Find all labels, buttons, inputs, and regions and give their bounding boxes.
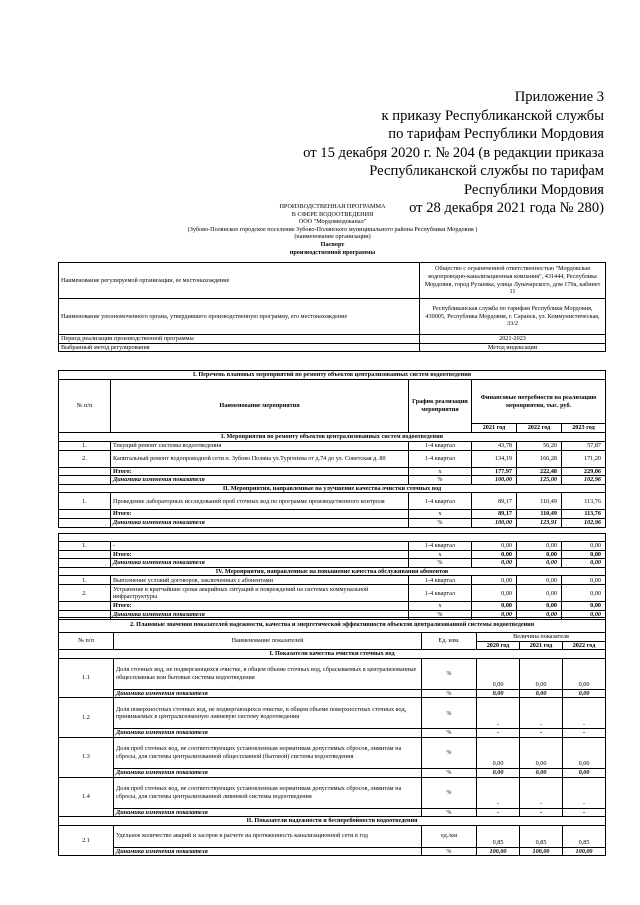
row-value-2020: 0,85 [477,825,520,847]
row-name: Капитальный ремонт водопроводной сети п. Зубово Поляна ул.Тургенева от д.74 до ул. Советская д. 80 [111,450,409,467]
table-row [59,585,606,602]
header-num: № п/п [59,380,111,433]
measures-table [58,370,606,620]
empty-cell [59,550,111,559]
row-value-2022: 0,85 [563,825,606,847]
table-row [59,698,606,729]
row-schedule: 1-4 квартал [409,576,472,585]
organization-name: ООО "Мордовводоканал" [298,218,367,226]
row-name: Доля проб сточных вод, не соответствующих установленным нормативам допустимых сбросов, лимитам на сбросы, для системы централизованной ливневой системы водоотведения [114,777,422,808]
row-value-2020: - [477,777,520,808]
row-value-2021: 0,00 [520,689,563,698]
row-label: Динамика изменения показателя [114,847,422,856]
passport-value: Общество с ограниченной ответственностью "Мордовская водопроводно-канализационная компания", 431444, Республика Мордовия, город Рузаевка, улица Луначарского, дом 179а, кабинет 11 [420,263,606,299]
row-value-2022: 125,00 [517,476,562,485]
appendix-line: Республиканской службы по тарифам [369,163,604,179]
row-label: Динамика изменения показателя [114,689,422,698]
row-value-2020: 0,00 [477,737,520,768]
row-value-2021: 0,00 [472,610,517,619]
row-value-2022: 123,91 [517,518,562,527]
header-2021: 2021 год [520,641,563,650]
row-value-2021: - [520,777,563,808]
row-value-2023: 229,06 [562,467,606,476]
row-unit: % [422,808,477,817]
row-name: Доля проб сточных вод, не соответствующих установленным нормативам допустимых сбросов, лимитам на сбросы, для системы централизованной общесплавной (бытовой) системы водоотведения [114,737,422,768]
row-value-2020: 0,00 [477,689,520,698]
header-2022: 2022 год [517,424,562,433]
row-value-2022: 0,00 [517,559,562,568]
row-value-2023: 0,00 [562,602,606,611]
header-2020: 2020 год [477,641,520,650]
row-name: Устранение в кратчайшие сроки аварийных ситуаций и повреждений на системах коммунальной инфраструктуры [111,585,409,602]
row-label: Итого: [111,602,409,611]
row-schedule: х [409,602,472,611]
row-value-2023: 57,87 [562,441,606,450]
header-unit: Ед. изм. [422,633,477,650]
passport-value: Республиканская служба по тарифам Республики Мордовия, 430005, Республика Мордовия, г. Саранск, ул. Коммунистическая, 33/2 [420,299,606,335]
row-unit: % [422,689,477,698]
row-value-2022: 0,00 [517,541,562,550]
program-title: ПРОИЗВОДСТВЕННАЯ ПРОГРАММА [279,203,386,210]
empty-cell [59,467,111,476]
empty-cell [59,510,111,519]
total-row [59,467,606,476]
appendix-line: по тарифам Республики Мордовия [388,126,604,142]
row-value-2021: 0,00 [472,602,517,611]
row-label: Итого: [111,550,409,559]
row-value-2021: 43,78 [472,441,517,450]
table-row [59,441,606,450]
row-schedule: 1-4 квартал [409,541,472,550]
row-unit: % [422,698,477,729]
group-title: I. Показатели качества очистки сточных вод [59,650,606,659]
org-hint: (наименование организации) [294,233,371,241]
section-title: 2. Плановые значения показателей надежности, качества и энергетической эффективности объектов централизованной системы водоотведения [59,618,606,633]
row-schedule: х [409,550,472,559]
total-row [59,510,606,519]
total-row [59,602,606,611]
row-name: Выполнение условий договоров, заключенных с абонентами [111,576,409,585]
row-unit: % [422,768,477,777]
row-unit: % [422,658,477,689]
passport-label: Наименование регулируемой организации, ее местонахождение [59,263,420,299]
dynamics-row [59,689,606,698]
passport-label: Наименование уполномоченного органа, утвердившего производственную программу, его местонахождение [59,299,420,335]
row-value-2023: 0,00 [562,585,606,602]
row-value-2021: 89,17 [472,493,517,510]
group-title: II. Мероприятия, направленные на улучшение качества очистки сточных вод [59,484,606,493]
passport-title: Паспорт [320,240,345,248]
table-row [59,493,606,510]
appendix-line: к приказу Республиканской службы [381,107,604,124]
row-name: Текущий ремонт системы водоотведения [111,441,409,450]
header-2021: 2021 год [472,424,517,433]
empty-cell [59,602,111,611]
row-unit: % [422,777,477,808]
table-row [59,658,606,689]
row-value-2022: - [563,698,606,729]
row-label: Итого: [111,510,409,519]
row-value-2021: 0,00 [472,559,517,568]
row-num: 2. [59,585,111,602]
row-value-2023: 0,00 [562,550,606,559]
row-label: Динамика изменения показателя [111,518,409,527]
row-schedule: 1-4 квартал [409,441,472,450]
table-row [59,576,606,585]
row-schedule: 1-4 квартал [409,450,472,467]
dynamics-row [59,768,606,777]
row-value-2020: - [477,698,520,729]
empty-cell [59,518,111,527]
row-name: Удельное количество аварий и засоров в расчете на протяженность канализационной сети в год [114,825,422,847]
header-num: № п/п [59,633,114,650]
row-schedule: % [409,476,472,485]
program-subtitle: В СФЕРЕ ВОДООТВЕДЕНИЯ [291,210,374,218]
table-row [59,777,606,808]
row-num: 1.2 [59,698,114,738]
row-value-2022: 0,00 [517,602,562,611]
row-value-2021: 0,00 [520,737,563,768]
row-value-2022: 166,28 [517,450,562,467]
row-value-2022: 110,49 [517,510,562,519]
row-value-2023: 0,00 [562,576,606,585]
row-value-2020: 0,00 [477,658,520,689]
row-label: Итого: [111,467,409,476]
row-unit: % [422,729,477,738]
passport-label: Период реализации производственной программы [59,335,420,344]
passport-table [58,262,606,352]
row-value-2021: 100,00 [520,847,563,856]
dynamics-row [59,729,606,738]
row-value-2021: 100,00 [472,476,517,485]
row-value-2021: 177,97 [472,467,517,476]
row-value-2022: 0,00 [517,550,562,559]
group-title: IV. Мероприятия, направленные на повышение качества обслуживания абонентов [59,567,606,576]
row-value-2021: - [520,729,563,738]
row-value-2020: - [477,808,520,817]
row-value-2022: 0,00 [563,689,606,698]
appendix-line: Приложение 3 [514,89,604,105]
row-value-2023: 113,76 [562,510,606,519]
group-title: I. Мероприятия по ремонту объектов централизованных систем водоотведения [59,433,606,442]
dynamics-row [59,476,606,485]
row-schedule: % [409,518,472,527]
header-schedule: График реализации мероприятия [409,380,472,433]
row-value-2021: 89,17 [472,510,517,519]
row-name: Доля сточных вод, не подвергающихся очистке, в общем объеме сточных вод, сбрасываемых в централизованные общесплавные или бытовые системы водоотведения [114,658,422,689]
row-value-2023: 102,96 [562,518,606,527]
table-row [59,450,606,467]
total-row [59,550,606,559]
table-row [59,541,606,550]
header-2023: 2023 год [562,424,606,433]
header-finance: Финансовые потребности на реализацию мероприятия, тыс. руб. [472,380,606,424]
row-value-2021: 0,00 [472,541,517,550]
row-value-2023: 113,76 [562,493,606,510]
row-num: 2.1 [59,825,114,856]
row-value-2022: 0,00 [517,585,562,602]
row-unit: % [422,737,477,768]
table-row [59,263,606,299]
row-value-2021: 0,00 [472,550,517,559]
row-value-2021: 0,00 [520,768,563,777]
row-num: 2. [59,450,111,467]
row-value-2020: 100,00 [477,847,520,856]
row-unit: % [422,847,477,856]
row-label: Динамика изменения показателя [114,768,422,777]
row-name: Проведение лабораторных исследований проб сточных вод по программе производственного контроля [111,493,409,510]
row-unit: ед./км [422,825,477,847]
row-label: Динамика изменения показателя [114,808,422,817]
row-value-2021: 0,00 [520,658,563,689]
dynamics-row [59,559,606,568]
group-title: II. Показатели надежности и бесперебойности водоотведения [59,817,606,826]
row-value-2022: 222,48 [517,467,562,476]
row-value-2020: - [477,729,520,738]
row-value-2022: 0,00 [563,768,606,777]
passport-subtitle: производственной программы [289,248,376,256]
indicators-body [59,650,606,856]
row-value-2020: 0,00 [477,768,520,777]
row-value-2022: 0,00 [517,576,562,585]
table-row [59,343,606,352]
appendix-line: Республики Мордовия [463,181,604,198]
table-row [59,825,606,847]
row-value-2021: - [520,808,563,817]
row-value-2022: - [563,777,606,808]
row-schedule: х [409,510,472,519]
row-value-2022: 0,00 [517,610,562,619]
territory: (Зубово-Полянское городское поселение Зубово-Полянского муниципального района Республики Мордовия ) [187,225,478,233]
row-value-2021: 134,19 [472,450,517,467]
indicators-table [58,617,606,856]
row-num: 1. [59,541,111,550]
row-schedule: х [409,467,472,476]
measures-body [59,433,606,620]
row-value-2021: 100,00 [472,518,517,527]
header-name: Наименование мероприятия [111,380,409,433]
row-value-2021: 0,00 [472,585,517,602]
row-value-2022: 0,00 [563,737,606,768]
appendix-header [184,88,604,218]
row-value-2022: - [563,729,606,738]
group-title [59,533,606,541]
row-schedule: 1-4 квартал [409,585,472,602]
row-num: 1.4 [59,777,114,817]
appendix-line: от 15 декабря 2020 г. № 204 (в редакции приказа [303,144,604,161]
row-name: - [111,541,409,550]
row-label: Динамика изменения показателя [114,729,422,738]
header-2022: 2022 год [563,641,606,650]
row-schedule: % [409,559,472,568]
row-schedule: % [409,610,472,619]
appendix-line: от 28 декабря 2021 года № 280) [409,200,604,216]
empty-cell [59,476,111,485]
dynamics-row [59,518,606,527]
row-label: Динамика изменения показателя [111,476,409,485]
row-value-2022: - [563,808,606,817]
passport-value: Метод индексации [420,343,606,352]
row-name: Доля поверхностных сточных вод, не подвергающихся очистке, в общем объеме поверхностных сточных вод, принимаемых в централизованную ливневую систему водоотведения [114,698,422,729]
row-value-2021: - [520,698,563,729]
row-value-2022: 100,00 [563,847,606,856]
row-schedule: 1-4 квартал [409,493,472,510]
table-row [59,335,606,344]
row-value-2022: 0,00 [563,658,606,689]
row-value-2021: 0,00 [472,576,517,585]
row-value-2022: 56,20 [517,441,562,450]
row-value-2022: 110,49 [517,493,562,510]
row-value-2023: 102,96 [562,476,606,485]
row-label: Динамика изменения показателя [111,559,409,568]
table-row [59,737,606,768]
row-num: 1. [59,576,111,585]
row-value-2023: 0,00 [562,610,606,619]
passport-value: 2021-2023 [420,335,606,344]
row-value-2021: 0,85 [520,825,563,847]
row-num: 1.1 [59,658,114,698]
row-num: 1. [59,441,111,450]
program-title-block [60,203,605,256]
row-label: Динамика изменения показателя [111,610,409,619]
passport-label: Выбранный метод регулирования [59,343,420,352]
header-name: Наименование показателей [114,633,422,650]
row-num: 1.3 [59,737,114,777]
row-value-2023: 0,00 [562,559,606,568]
table-row [59,299,606,335]
row-value-2023: 0,00 [562,541,606,550]
row-value-2023: 171,20 [562,450,606,467]
dynamics-row [59,808,606,817]
header-values: Величина показателя [477,633,606,642]
section-title: I. Перечень плановых мероприятий по ремонту объектов централизованных систем водоотведения [59,371,606,380]
empty-cell [59,559,111,568]
row-num: 1. [59,493,111,510]
dynamics-row [59,847,606,856]
